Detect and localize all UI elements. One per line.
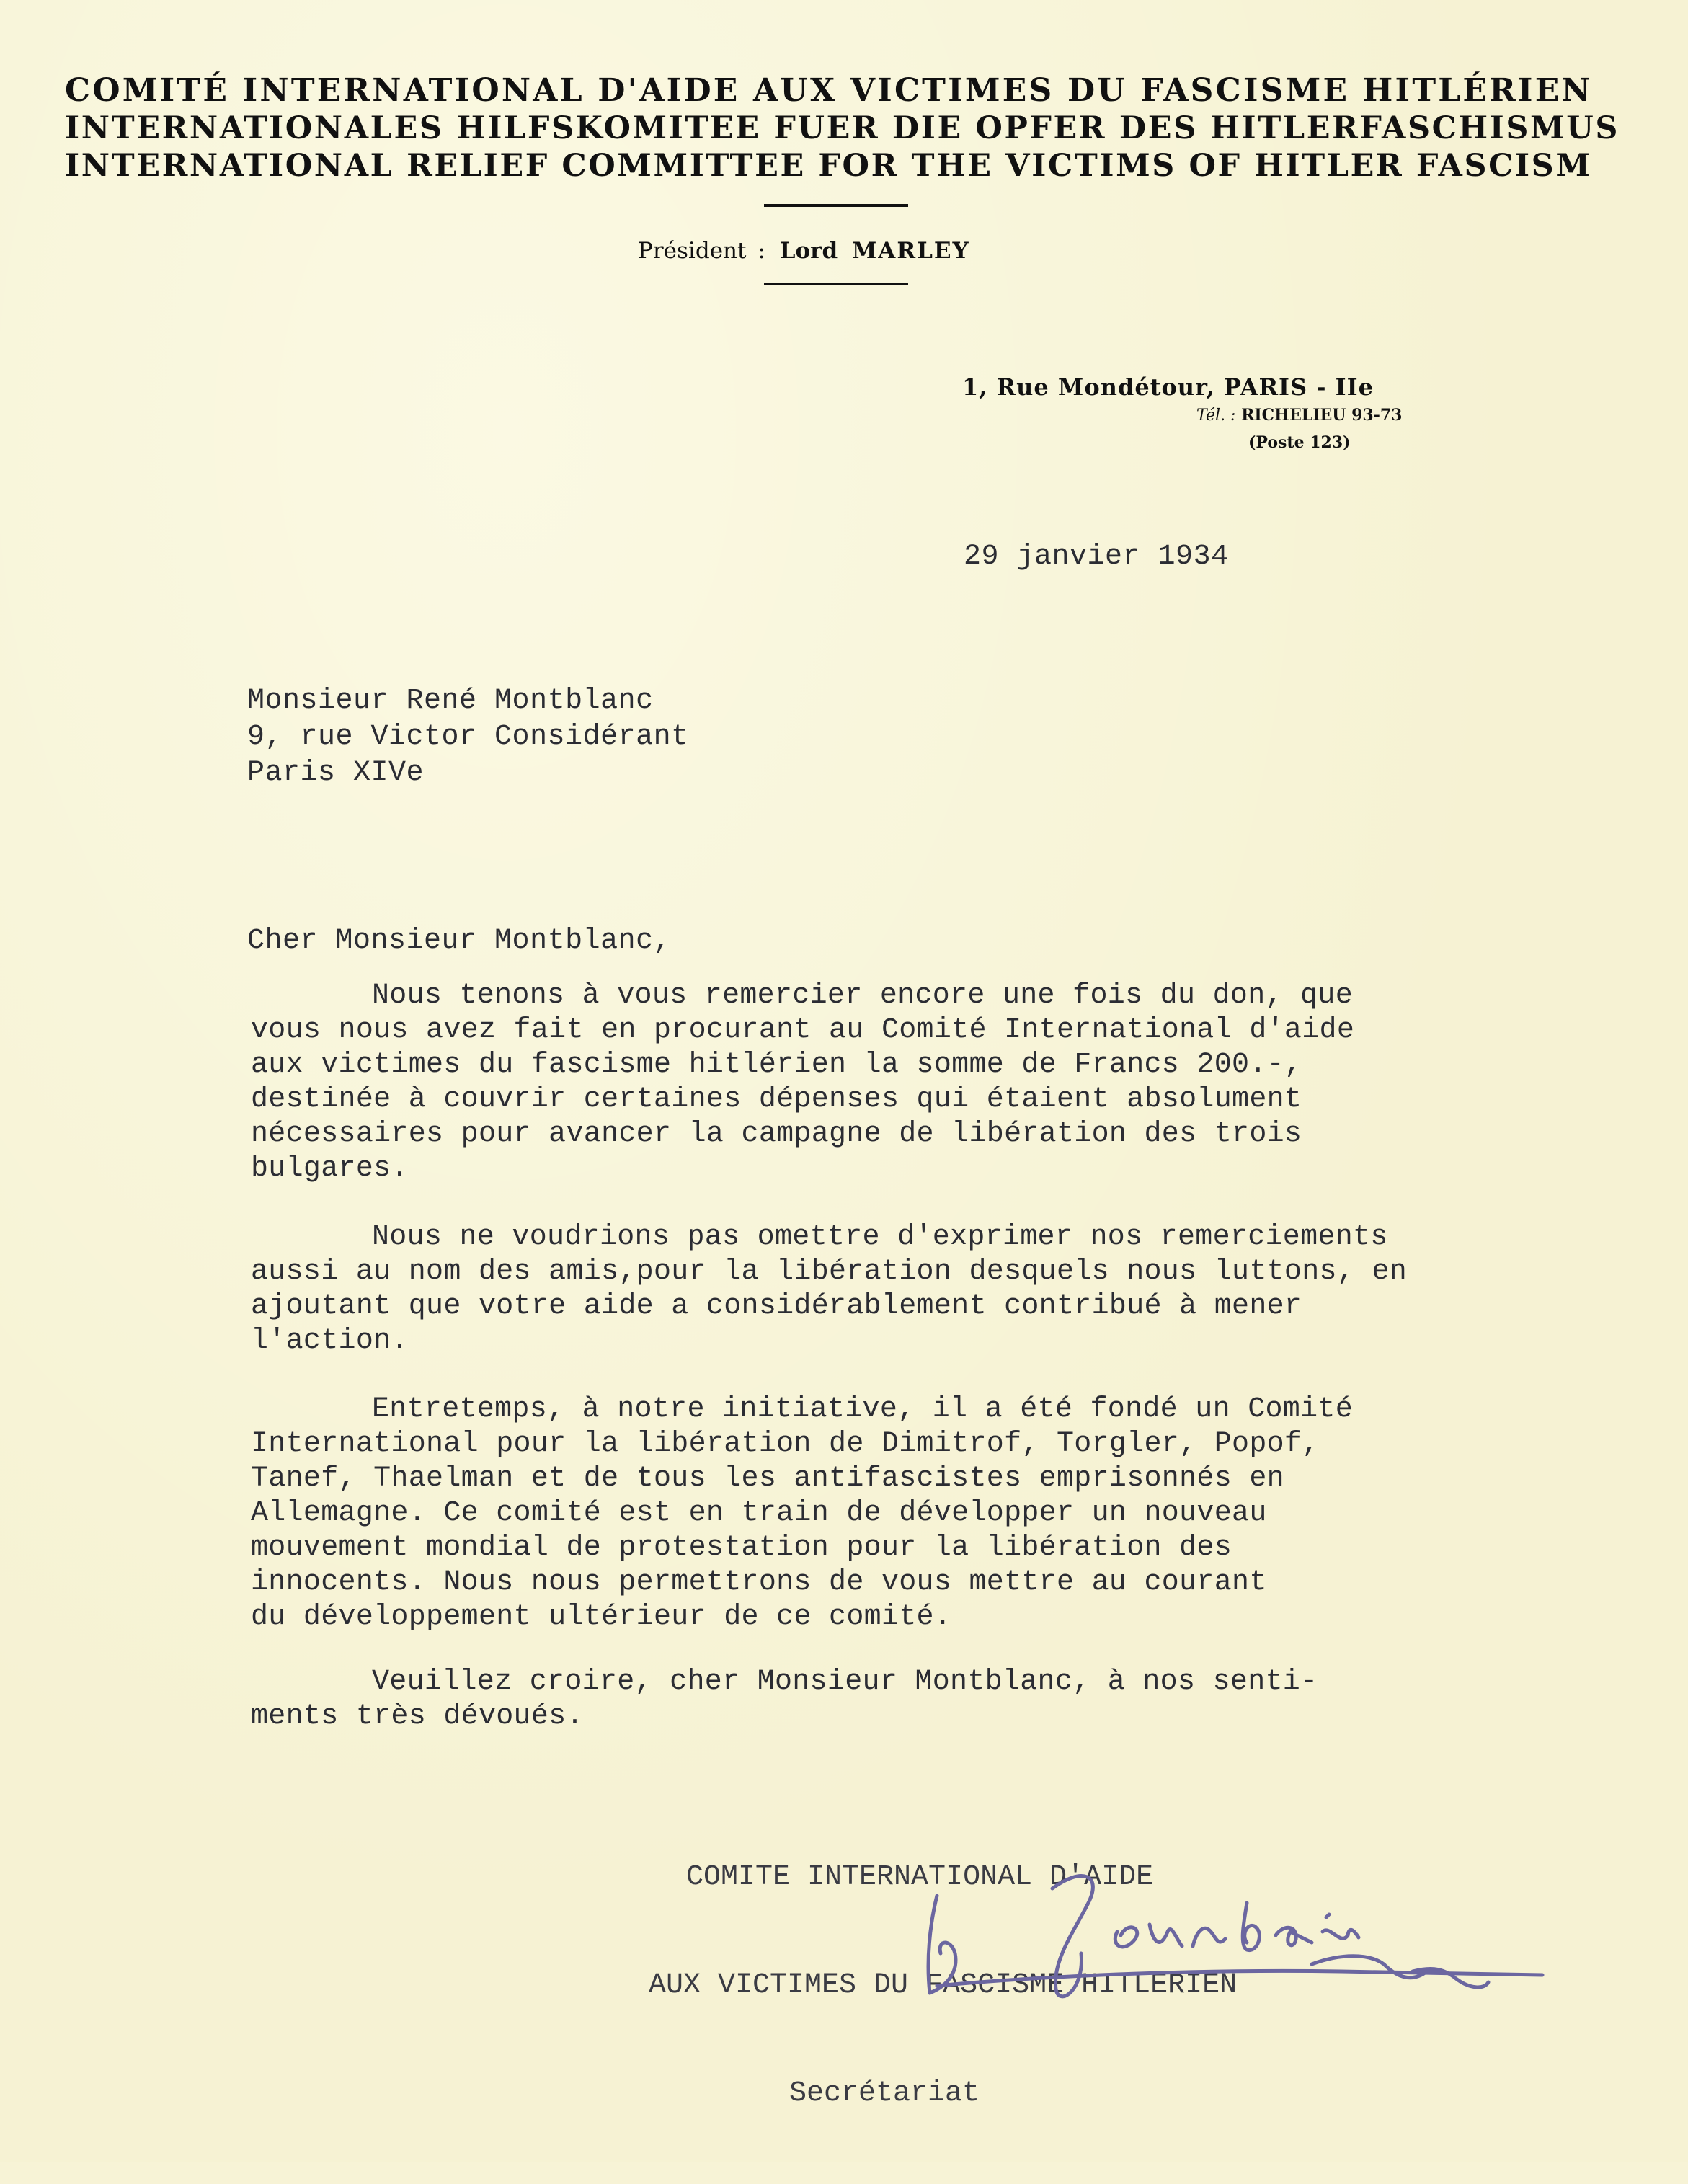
president-title: Lord xyxy=(779,238,838,264)
body-line: aux victimes du fascisme hitlérien la somme de Francs 200.-, xyxy=(251,1049,1302,1081)
divider-rule xyxy=(764,283,908,285)
letterhead-line-english: INTERNATIONAL RELIEF COMMITTEE FOR THE VICTIMS OF HITLER FASCISM xyxy=(65,148,1592,184)
body-line: l'action. xyxy=(251,1325,409,1357)
body-line: destinée à couvrir certaines dépenses qui étaient absolument xyxy=(251,1083,1302,1116)
signature-department: Secrétariat xyxy=(789,2077,980,2110)
body-line: Nous ne voudrions pas omettre d'exprimer nos remerciements xyxy=(372,1221,1388,1253)
body-line: mouvement mondial de protestation pour la libération des xyxy=(251,1532,1232,1564)
signature-stroke xyxy=(937,1971,1542,1986)
letterhead xyxy=(65,72,1620,185)
letterhead-line-french: COMITÉ INTERNATIONAL D'AIDE AUX VICTIMES DU FASCISME HITLÉRIEN xyxy=(65,72,1593,109)
signature-stroke xyxy=(1276,1927,1312,1945)
closing-paragraph xyxy=(251,1665,1620,1734)
body-line: Tanef, Thaelman et de tous les antifascistes emprisonnés en xyxy=(251,1462,1284,1495)
divider-rule xyxy=(764,204,908,207)
signature-org-line1: COMITE INTERNATIONAL D'AIDE xyxy=(686,1861,1154,1894)
body-line: vous nous avez fait en procurant au Comité International d'aide xyxy=(251,1014,1355,1047)
letterhead-line-german: INTERNATIONALES HILFSKOMITEE FUER DIE OPFER DES HITLERFASCHISMUS xyxy=(65,110,1620,146)
body-paragraph xyxy=(251,979,1620,1186)
telephone-number: RICHELIEU 93-73 xyxy=(1241,406,1403,425)
body-paragraph xyxy=(251,1393,1620,1635)
body-line: ajoutant que votre aide a considérablement contribué à mener xyxy=(251,1290,1302,1323)
signature-stroke xyxy=(1243,1903,1259,1950)
signature-stroke xyxy=(1323,1930,1359,1938)
body-line: Allemagne. Ce comité est en train de développer un nouveau xyxy=(251,1497,1267,1530)
president-separator: : xyxy=(758,238,765,264)
signature-stroke xyxy=(1312,1956,1427,1978)
sender-address: 1, Rue Mondétour, PARIS - IIe xyxy=(962,373,1374,401)
president-line xyxy=(638,238,970,264)
body-line: bulgares. xyxy=(251,1153,409,1185)
body-line: nécessaires pour avancer la campagne de libération des trois xyxy=(251,1118,1302,1150)
body-paragraph xyxy=(251,1220,1620,1359)
signature-stroke xyxy=(1115,1927,1137,1947)
recipient-name: Monsieur René Montblanc xyxy=(247,685,654,717)
signature-org-line2: AUX VICTIMES DU FASCISME HITLERIEN xyxy=(649,1969,1238,2002)
recipient-street: 9, rue Victor Considérant xyxy=(247,721,689,753)
telephone-extension: (Poste 123) xyxy=(1248,433,1351,452)
body-line: Nous tenons à vous remercier encore une fois du don, que xyxy=(372,980,1354,1012)
closing-line: ments très dévoués. xyxy=(251,1700,584,1733)
president-name: MARLEY xyxy=(851,238,970,264)
recipient-address xyxy=(247,683,689,791)
president-label: Président xyxy=(638,238,747,264)
letter-date: 29 janvier 1934 xyxy=(964,541,1229,573)
salutation: Cher Monsieur Montblanc, xyxy=(247,925,672,957)
body-line: aussi au nom des amis,pour la libération desquels nous luttons, en xyxy=(251,1256,1408,1288)
signature-stroke xyxy=(1326,1914,1329,1917)
signature-stroke xyxy=(1150,1925,1182,1946)
telephone-line xyxy=(1196,406,1402,425)
recipient-city: Paris XIVe xyxy=(247,757,425,789)
body-line: Entretemps, à notre initiative, il a été fondé un Comité xyxy=(372,1393,1354,1426)
closing-line: Veuillez croire, cher Monsieur Montblanc, à nos senti- xyxy=(372,1666,1318,1698)
telephone-label: Tél. : xyxy=(1196,407,1236,425)
handwritten-signature xyxy=(908,1845,1557,2011)
signature-stroke xyxy=(1193,1928,1225,1946)
signature-drawing xyxy=(908,1845,1557,2011)
body-line: innocents. Nous nous permettrons de vous mettre au courant xyxy=(251,1566,1267,1599)
body-line: International pour la libération de Dimitrof, Torgler, Popof, xyxy=(251,1428,1320,1460)
signature-stroke xyxy=(928,1896,937,1993)
body-line: du développement ultérieur de ce comité. xyxy=(251,1601,952,1633)
